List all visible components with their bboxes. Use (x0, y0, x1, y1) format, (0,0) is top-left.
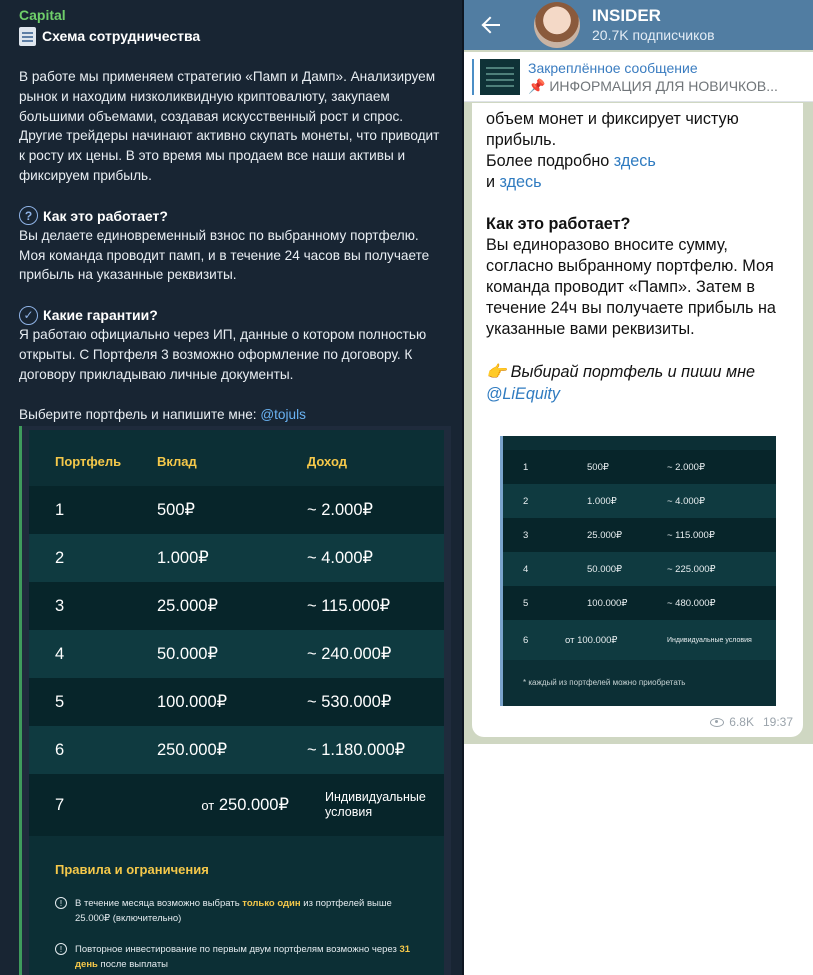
pinned-thumbnail (480, 59, 520, 95)
contact-link[interactable]: @LiEquity (486, 385, 561, 403)
here-link-1[interactable]: здесь (613, 152, 656, 170)
table-row (503, 586, 776, 620)
cell-deposit: 50.000₽ (157, 645, 218, 663)
header-portfolio: Портфель (55, 453, 122, 469)
message-title (19, 25, 443, 47)
rules-title: Правила и ограничения (55, 862, 209, 877)
portfolio-image[interactable] (19, 426, 451, 975)
pinned-preview: 📌 ИНФОРМАЦИЯ ДЛЯ НОВИЧКОВ... (528, 77, 778, 94)
cell-portfolio: 5 (55, 692, 65, 711)
cell-deposit: 100.000₽ (587, 597, 628, 609)
table-row (503, 620, 776, 660)
rule2-part-a: Повторное инвестирование по первым двум портфелям возможно через (75, 944, 397, 955)
cell-portfolio: 3 (523, 529, 529, 541)
how-title: Как это работает? (43, 207, 168, 224)
contact-link[interactable]: @tojuls (260, 406, 306, 422)
header-income: Доход (307, 453, 347, 469)
pin-indicator (472, 59, 474, 95)
channel-post-bubble (472, 103, 803, 737)
cta-text: 👉 Выбирай портфель и пиши мне (486, 363, 756, 381)
how-it-works-text: Вы делаете единовременный взнос по выбранному портфелю. Моя команда проводит памп, и в течение 24 часов вы получаете прибыль на указанные реквизиты. (19, 227, 430, 283)
table-row (503, 552, 776, 586)
cell-portfolio: 4 (523, 563, 529, 575)
cell-income: ~ 115.000₽ (667, 529, 715, 541)
cell-deposit (157, 795, 307, 815)
cell-portfolio: 3 (55, 596, 65, 615)
cell-deposit: 500₽ (157, 501, 196, 519)
more-line (486, 151, 789, 172)
cell-portfolio: 4 (55, 644, 65, 663)
table-footnote: * каждый из портфелей можно приобретать (523, 678, 686, 687)
pinned-title: Закреплённое сообщение (528, 59, 698, 76)
table-row (503, 484, 776, 518)
rule-item (29, 896, 444, 926)
cell-portfolio: 6 (523, 634, 529, 646)
message-title-text: Схема сотрудничества (42, 28, 201, 44)
sender-name[interactable]: Capital (19, 7, 66, 23)
portfolio-image[interactable] (500, 436, 776, 706)
cell-income: ~ 1.180.000₽ (307, 741, 406, 759)
table-row (29, 774, 444, 836)
channel-name: INSIDER (592, 6, 661, 25)
cell-portfolio: 2 (523, 495, 529, 507)
cta-text: Выберите портфель и напишите мне: (19, 406, 257, 422)
cell-income: ~ 480.000₽ (667, 597, 716, 609)
cell-income: Индивидуальные условия (667, 636, 752, 644)
deposit-value: 250.000₽ (218, 796, 289, 814)
cell-income: ~ 4.000₽ (667, 495, 706, 507)
rule2-highlight: 31 день (75, 944, 411, 970)
cell-income: ~ 240.000₽ (307, 645, 392, 663)
cell-deposit: 100.000₽ (157, 693, 228, 711)
cell-deposit: 500₽ (587, 461, 609, 473)
here-link-2[interactable]: здесь (499, 173, 542, 191)
post-meta (710, 715, 793, 729)
rule-text (75, 896, 424, 926)
header-deposit: Вклад (157, 453, 197, 469)
rule1-part-a: В течение месяца возможно выбрать (75, 898, 240, 909)
document-icon (19, 27, 36, 46)
right-chat-panel (464, 0, 813, 744)
cell-portfolio: 6 (55, 740, 65, 759)
post-time: 19:37 (762, 715, 793, 729)
rule-item (29, 942, 444, 972)
channel-header (464, 0, 813, 50)
rule2-part-b: после выплаты (100, 959, 169, 970)
more-text: Более подробно (486, 152, 610, 170)
table-row (503, 450, 776, 484)
cta-line (19, 405, 443, 425)
cell-portfolio: 2 (55, 548, 65, 567)
cell-income: ~ 2.000₽ (307, 501, 374, 519)
cell-portfolio: 1 (55, 500, 65, 519)
cta-line (486, 361, 789, 405)
channel-info[interactable] (592, 6, 715, 44)
cell-portfolio: 1 (523, 461, 529, 473)
cell-deposit: от 100.000₽ (565, 634, 618, 646)
table-row (29, 582, 444, 630)
how-it-works-heading (19, 206, 443, 226)
deposit-prefix: от (201, 798, 215, 813)
rule1-highlight: только один (242, 898, 301, 909)
eye-icon (710, 718, 724, 727)
pinned-text-block (528, 59, 778, 95)
cell-income: ~ 4.000₽ (307, 549, 374, 567)
guarantees-heading (19, 305, 443, 325)
guarantees-text: Я работаю официально через ИП, данные о котором полностью открыты. С Портфеля 3 возможно оформление по договору. К договору прикладываю личные документы. (19, 327, 427, 382)
rule-text (75, 942, 424, 972)
cell-deposit: 50.000₽ (587, 563, 623, 575)
table-row (29, 726, 444, 774)
cell-deposit: 1.000₽ (587, 495, 617, 507)
cell-portfolio: 7 (55, 795, 65, 814)
cell-deposit: 250.000₽ (157, 741, 228, 759)
view-count: 6.8K (729, 715, 754, 729)
cell-income: ~ 115.000₽ (307, 597, 391, 615)
cell-deposit: 25.000₽ (587, 529, 623, 541)
info-icon: ! (55, 943, 67, 955)
cell-deposit: 25.000₽ (157, 597, 218, 615)
post-text-top: объем монет и фиксирует чистую прибыль. (486, 110, 739, 149)
portfolio-table (29, 430, 444, 975)
checkmark-icon: ✓ (19, 306, 38, 325)
and-line (486, 172, 789, 193)
table-row (29, 534, 444, 582)
cell-income: Индивидуальные условия (325, 790, 426, 819)
guarantee-title: Какие гарантии? (43, 307, 158, 324)
table-header (29, 436, 444, 486)
how-it-works-heading: Как это работает? (486, 215, 631, 233)
cell-portfolio: 5 (523, 597, 529, 609)
question-icon: ? (19, 206, 38, 225)
table-row (29, 678, 444, 726)
cell-deposit: 1.000₽ (157, 549, 209, 567)
avatar[interactable] (534, 2, 580, 48)
rule1-part-b: из портфелей выше 25.000₽ (включительно) (75, 898, 392, 924)
cell-income: ~ 530.000₽ (307, 693, 392, 711)
cell-income: ~ 225.000₽ (667, 563, 716, 575)
back-arrow-icon[interactable] (480, 14, 502, 36)
pinned-message-bar[interactable] (464, 52, 813, 102)
subscriber-count: 20.7K подписчиков (592, 27, 715, 43)
how-it-works-text: Вы единоразово вносите сумму, согласно выбранному портфелю. Моя команда проводит «Памп». Затем в течение 24ч вы получаете прибыль на указанные вами реквизиты. (486, 236, 776, 338)
table-row (29, 630, 444, 678)
table-row (503, 518, 776, 552)
and-text: и (486, 173, 496, 191)
info-icon: ! (55, 897, 67, 909)
table-row (29, 486, 444, 534)
intro-paragraph: В работе мы применяем стратегию «Памп и Дамп». Анализируем рынок и находим низколиквидную криптовалюту, закупаем большими объемами, создавая искусственный рост и спрос. Другие трейдеры начинают активно скупать монеты, что приводит к росту их цены. В это время мы продаем все наши активы и фиксируем прибыль. (19, 69, 440, 183)
cell-income: ~ 2.000₽ (667, 461, 706, 473)
